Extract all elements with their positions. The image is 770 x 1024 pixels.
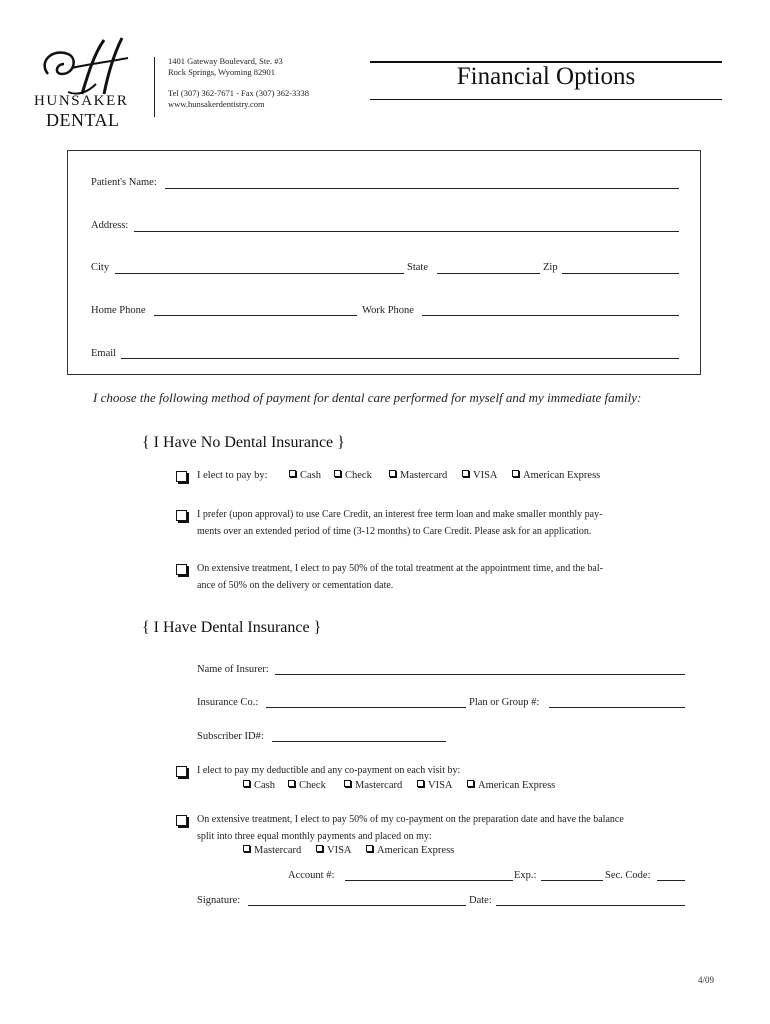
card-option-amex[interactable] <box>366 845 454 856</box>
logo-subtitle: DENTAL <box>46 110 120 130</box>
plan-group-label: Plan or Group #: <box>469 697 540 708</box>
sec-code-label: Sec. Code: <box>605 870 651 881</box>
pay-option-cash[interactable] <box>289 470 321 481</box>
cash-label: Cash <box>300 470 321 481</box>
deductible-text: I elect to pay my deductible and any co-payment on each visit by: <box>197 765 461 776</box>
ins-pay-option-amex[interactable] <box>467 780 555 791</box>
patient-name-label: Patient's Name: <box>91 177 157 188</box>
insurer-label: Name of Insurer: <box>197 664 269 675</box>
mastercard-checkbox-icon <box>389 470 396 477</box>
date-label: Date: <box>469 895 492 906</box>
ins-pay-option-cash[interactable] <box>243 780 275 791</box>
insurance-company-field[interactable] <box>266 707 466 708</box>
header-divider <box>154 57 155 117</box>
ins-mastercard-label: Mastercard <box>355 780 403 791</box>
ins-check-checkbox-icon <box>288 780 295 787</box>
card-mastercard-checkbox-icon <box>243 845 250 852</box>
no-insurance-heading: { I Have No Dental Insurance } <box>142 434 345 451</box>
care-credit-checkbox[interactable] <box>176 510 187 521</box>
ins-check-label: Check <box>299 780 326 791</box>
check-label: Check <box>345 470 372 481</box>
check-checkbox-icon <box>334 470 341 477</box>
card-visa-checkbox-icon <box>316 845 323 852</box>
pay-option-amex[interactable] <box>512 470 600 481</box>
amex-checkbox-icon <box>512 470 519 477</box>
deductible-checkbox[interactable] <box>176 766 187 777</box>
form-revision: 4/09 <box>698 975 715 985</box>
insurer-field[interactable] <box>275 674 685 675</box>
phone-line: Tel (307) 362-7671 - Fax (307) 362-3338 <box>168 88 310 98</box>
sec-code-field[interactable] <box>657 880 685 881</box>
pay-option-visa[interactable] <box>462 470 498 481</box>
plan-group-field[interactable] <box>549 707 685 708</box>
ins-visa-label: VISA <box>428 780 453 791</box>
card-option-mastercard[interactable] <box>243 845 301 856</box>
care-credit-text <box>197 506 677 540</box>
ins-mastercard-checkbox-icon <box>344 780 351 787</box>
pay-by-checkbox[interactable] <box>176 471 187 482</box>
card-amex-label: American Express <box>377 845 455 856</box>
pay-option-mastercard[interactable] <box>389 470 447 481</box>
insurance-company-label: Insurance Co.: <box>197 697 259 708</box>
pay-option-check[interactable] <box>334 470 372 481</box>
signature-label: Signature: <box>197 895 241 906</box>
address-line-1: 1401 Gateway Boulevard, Ste. #3 <box>168 56 283 66</box>
cash-checkbox-icon <box>289 470 296 477</box>
address-label: Address: <box>91 220 129 231</box>
state-field[interactable] <box>437 273 540 274</box>
work-phone-field[interactable] <box>422 315 679 316</box>
ins-pay-option-check[interactable] <box>288 780 326 791</box>
co-payment-line-1: On extensive treatment, I elect to pay 50% of my co-payment on the preparation date and have the balance <box>197 814 624 825</box>
city-field[interactable] <box>115 273 404 274</box>
split-payment-checkbox[interactable] <box>176 564 187 575</box>
work-phone-label: Work Phone <box>362 305 414 316</box>
split-payment-text <box>197 560 677 594</box>
ins-visa-checkbox-icon <box>417 780 424 787</box>
email-field[interactable] <box>121 358 679 359</box>
ins-amex-checkbox-icon <box>467 780 474 787</box>
signature-field[interactable] <box>248 905 466 906</box>
account-label: Account #: <box>288 870 335 881</box>
insurance-heading: { I Have Dental Insurance } <box>142 619 322 636</box>
patient-name-field[interactable] <box>165 188 679 189</box>
exp-label: Exp.: <box>514 870 537 881</box>
email-label: Email <box>91 348 117 359</box>
ins-amex-label: American Express <box>478 780 556 791</box>
subscriber-id-label: Subscriber ID#: <box>197 731 264 742</box>
patient-info-box <box>67 150 701 375</box>
amex-label: American Express <box>523 470 601 481</box>
website: www.hunsakerdentistry.com <box>168 99 265 109</box>
mastercard-label: Mastercard <box>400 470 448 481</box>
visa-checkbox-icon <box>462 470 469 477</box>
split-payment-line-2: ance of 50% on the delivery or cementation date. <box>197 580 394 591</box>
title-rule-bottom <box>370 99 722 100</box>
pay-by-label: I elect to pay by: <box>197 470 268 481</box>
ins-pay-option-mastercard[interactable] <box>344 780 402 791</box>
page-title: Financial Options <box>456 63 636 90</box>
co-payment-line-2: split into three equal monthly payments and placed on my: <box>197 831 432 842</box>
city-label: City <box>91 262 110 273</box>
zip-field[interactable] <box>562 273 679 274</box>
home-phone-field[interactable] <box>154 315 357 316</box>
card-option-visa[interactable] <box>316 845 352 856</box>
address-field[interactable] <box>134 231 679 232</box>
state-label: State <box>407 262 428 273</box>
ins-pay-option-visa[interactable] <box>417 780 453 791</box>
co-payment-split-text <box>197 811 697 845</box>
subscriber-id-field[interactable] <box>272 741 446 742</box>
card-amex-checkbox-icon <box>366 845 373 852</box>
split-payment-line-1: On extensive treatment, I elect to pay 50% of the total treatment at the appointment time, and the bal- <box>197 563 603 574</box>
logo-name: HUNSAKER <box>34 93 129 109</box>
account-field[interactable] <box>345 880 513 881</box>
care-credit-line-2: ments over an extended period of time (3-12 months) to Care Credit. Please ask for an application. <box>197 526 592 537</box>
visa-label: VISA <box>473 470 498 481</box>
date-field[interactable] <box>496 905 685 906</box>
home-phone-label: Home Phone <box>91 305 146 316</box>
care-credit-line-1: I prefer (upon approval) to use Care Credit, an interest free term loan and make smaller monthly pay- <box>197 509 603 520</box>
address-line-2: Rock Springs, Wyoming 82901 <box>168 67 276 77</box>
co-payment-split-checkbox[interactable] <box>176 815 187 826</box>
card-mastercard-label: Mastercard <box>254 845 302 856</box>
zip-label: Zip <box>543 262 558 273</box>
exp-field[interactable] <box>541 880 603 881</box>
payment-intro: I choose the following method of payment for dental care performed for myself and my immediate family: <box>93 390 642 405</box>
hunsaker-logo-monogram <box>38 34 134 98</box>
card-visa-label: VISA <box>327 845 352 856</box>
ins-cash-checkbox-icon <box>243 780 250 787</box>
ins-cash-label: Cash <box>254 780 275 791</box>
